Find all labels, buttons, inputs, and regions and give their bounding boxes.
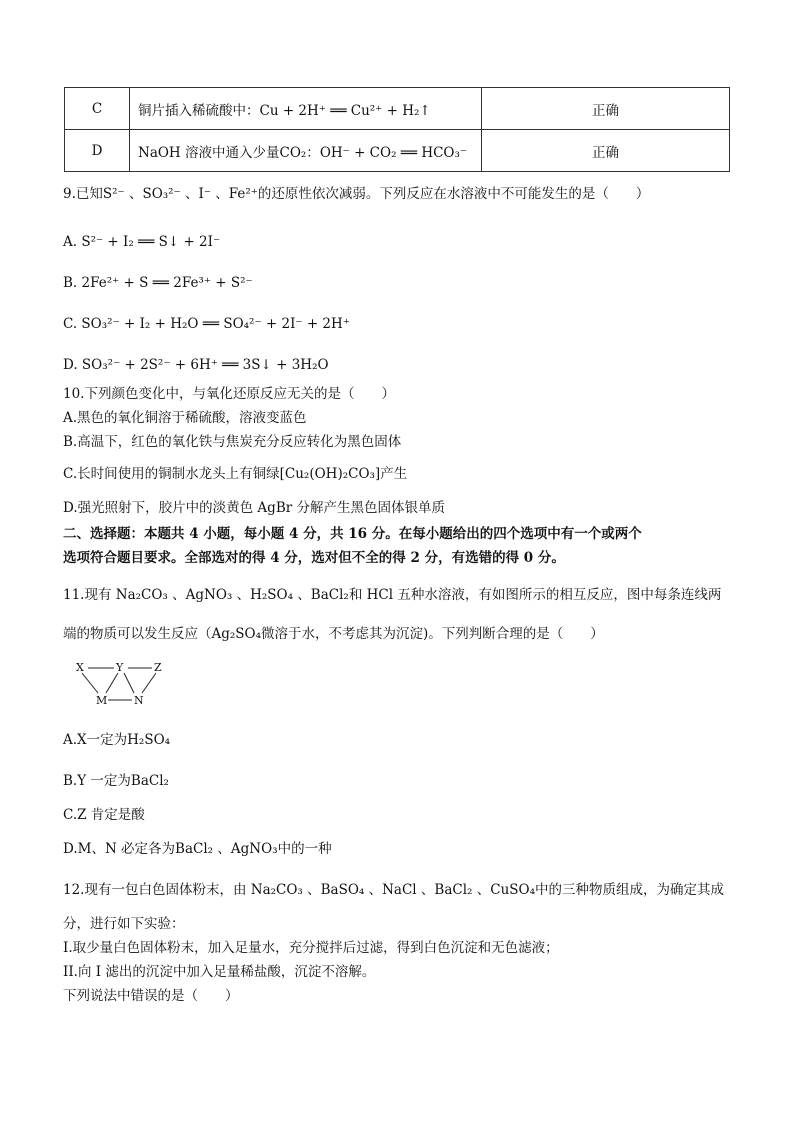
- q9-option-c: C. SO₃²⁻ + I₂ + H₂O ══ SO₄²⁻ + 2I⁻ + 2H⁺: [63, 316, 350, 332]
- q12-stem-line2: 分，进行如下实验：: [63, 916, 185, 932]
- q9-option-b: B. 2Fe²⁺ + S ══ 2Fe³⁺ + S²⁻: [63, 275, 253, 291]
- q10-stem: 10.下列颜色变化中，与氧化还原反应无关的是（ ）: [63, 386, 395, 402]
- node-x: X: [76, 661, 84, 674]
- q11-option-b: B.Y 一定为BaCl₂: [63, 773, 169, 789]
- node-n: N: [134, 694, 144, 707]
- row-label: C: [65, 88, 130, 130]
- q10-option-c: C.长时间使用的铜制水龙头上有铜绿[Cu₂(OH)₂CO₃]产生: [63, 466, 408, 482]
- q9-option-d: D. SO₃²⁻ + 2S²⁻ + 6H⁺ ══ 3S↓ + 3H₂O: [63, 357, 329, 373]
- node-y: Y: [116, 661, 124, 674]
- section2-heading-line1: 二、选择题：本题共 4 小题，每小题 4 分，共 16 分。在每小题给出的四个选项中有一个或两个: [63, 526, 642, 542]
- table-row: [65, 130, 730, 172]
- line-z-n: [142, 673, 156, 693]
- q11-option-d: D.M、N 必定各为BaCl₂ 、AgNO₃中的一种: [63, 841, 332, 857]
- q12-step2: II.向 I 滤出的沉淀中加入足量稀盐酸，沉淀不溶解。: [63, 964, 376, 980]
- section2-heading-line2: 选项符合题目要求。全部选对的得 4 分，选对但不全的得 2 分，有选错的得 0 分。: [63, 550, 565, 566]
- options-table: [64, 87, 730, 172]
- q11-stem-line1: 11.现有 Na₂CO₃ 、AgNO₃ 、H₂SO₄ 、BaCl₂和 HCl 五种水溶液，有如图所示的相互反应，图中每条连线两: [63, 587, 722, 603]
- q10-option-b: B.高温下，红色的氧化铁与焦炭充分反应转化为黑色固体: [63, 434, 402, 450]
- table-row: [65, 88, 730, 130]
- q11-option-a: A.X一定为H₂SO₄: [63, 732, 171, 748]
- q12-stem-line1: 12.现有一包白色固体粉末，由 Na₂CO₃ 、BaSO₄ 、NaCl 、BaCl₂ 、CuSO₄中的三种物质组成，为确定其成: [63, 882, 724, 898]
- row-statement: 铜片插入稀硫酸中：Cu + 2H⁺ ══ Cu²⁺ + H₂↑: [130, 88, 482, 130]
- row-verdict: 正确: [482, 130, 730, 172]
- row-label: D: [65, 130, 130, 172]
- q11-option-c: C.Z 肯定是酸: [63, 807, 145, 823]
- q11-stem-line2: 端的物质可以发生反应（Ag₂SO₄微溶于水，不考虑其为沉淀)。下列判断合理的是（ ）: [63, 626, 604, 642]
- row-statement: NaOH 溶液中通入少量CO₂：OH⁻ + CO₂ ══ HCO₃⁻: [130, 130, 482, 172]
- line-y-m: [106, 673, 118, 693]
- q10-option-d: D.强光照射下，胶片中的淡黄色 AgBr 分解产生黑色固体银单质: [63, 500, 445, 516]
- line-y-n: [124, 673, 134, 693]
- node-z: Z: [154, 661, 162, 674]
- q9-option-a: A. S²⁻ + I₂ ══ S↓ + 2I⁻: [63, 234, 221, 250]
- q12-ask: 下列说法中错误的是（ ）: [63, 988, 239, 1004]
- q9-stem: 9.已知S²⁻ 、SO₃²⁻ 、I⁻ 、Fe²⁺的还原性依次减弱。下列反应在水溶液中不可能发生的是（ ）: [63, 186, 650, 202]
- reaction-diagram: [70, 660, 170, 710]
- node-m: M: [96, 694, 108, 707]
- q10-option-a: A.黑色的氧化铜溶于稀硫酸，溶液变蓝色: [63, 410, 307, 426]
- row-verdict: 正确: [482, 88, 730, 130]
- q12-step1: I.取少量白色固体粉末，加入足量水，充分搅拌后过滤，得到白色沉淀和无色滤液；: [63, 940, 559, 956]
- line-x-m: [82, 673, 98, 693]
